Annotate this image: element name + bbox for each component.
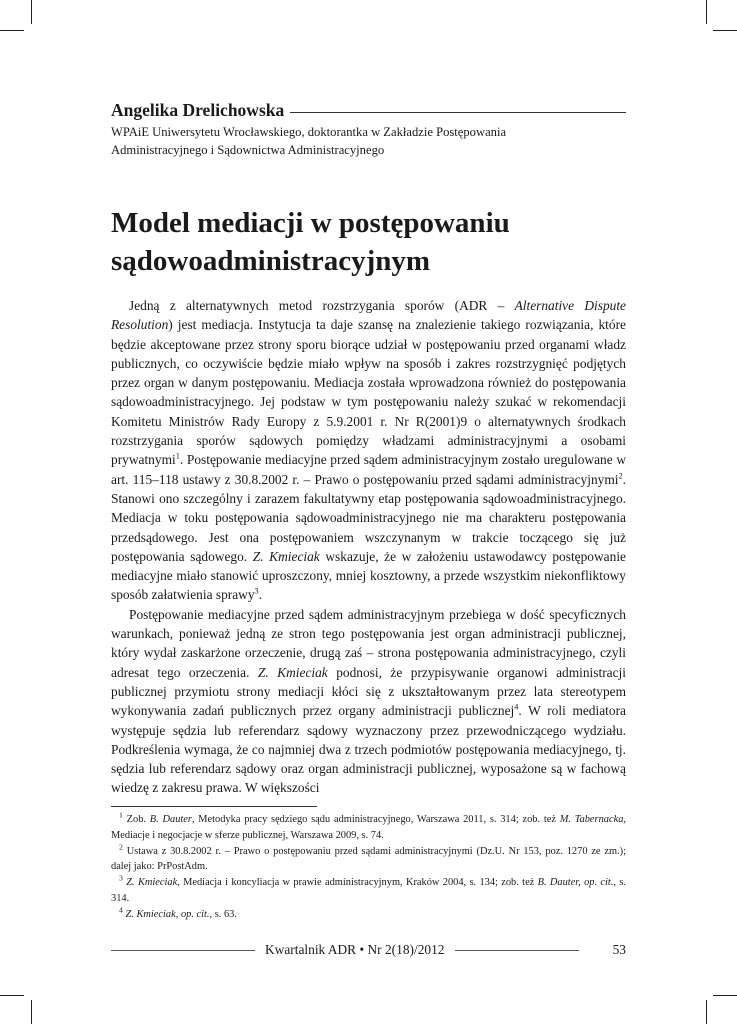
footnote-ref: 1 — [119, 810, 123, 820]
crop-mark-bottom-left-h — [0, 995, 24, 996]
page-number: 53 — [612, 942, 626, 957]
footnote-separator — [111, 806, 317, 807]
italic-text: Z. Kmieciak — [257, 664, 328, 680]
author-block — [111, 100, 626, 159]
page-footer — [111, 942, 626, 958]
body-paragraph: Postępowanie mediacyjne przed sądem administracyjnym przebiega w dość specyficznych warunkach, ponieważ jedną ze stron tego postępowania jest organ administracji publicznej, który wydał zaskarżone orzeczenie, drugą zaś – strona postępowania administracyjnego, czyli adresat tego orzeczenia. Z. Kmieciak podnosi, że przypisywanie organowi administracji publicznej przymiotu strony mediacji kłóci się z ukształtowanym przez lata stereotypem wykonywania zadań publicznych przez organy administracji publicznej$^4$. W roli mediatora występuje sędzia lub referendarz sądowy wyznaczony przez przewodniczącego wydziału. Podkreślenia wymaga, że co najmniej dwa z trzech podmiotów postępowania mediacyjnego, tj. sędzia lub referendarz sądowy oraz organ administracji publicznej, wyposażone są w fachową wiedzę z zakresu prawa. W większości — [111, 606, 626, 796]
body-paragraph: Jedną z alternatywnych metod rozstrzygania sporów (ADR – Alternative Dispute Resolution) jest mediacja. Instytucja ta daje szansę na znalezienie takiego rozwiązania, które będzie akceptowane przez strony sporu biorące udział w postępowaniu przed organami władz publicznych, co oczywiście będzie miało wpływ na sposób i zakres rozstrzygnięć podjętych przez organ w danym postępowaniu. Mediacja została wprowadzona również do postępowania sądowoadministracyjnego. Jej podstaw w tym postępowaniu należy szukać w rekomendacji Komitetu Ministrów Rady Europy z 5.9.2001 r. Nr R(2001)9 o alternatywnych środkach rozstrzygania sporów sądowych pomiędzy władzami administracyjnymi a osobami prywatnymi$^1$. Postępowanie mediacyjne przed sądem administracyjnym zostało uregulowane w art. 115–118 ustawy z 30.8.2002 r. – Prawo o postępowaniu przed sądami administracyjnymi$^2$. Stanowi ono szczególny i zarazem fakultatywny etap postępowania sądowoadministracyjnego. Mediacja w toku postępowania sądowoadministracyjnego nie ma charakteru postępowania przedsądowego. Jest ona postępowaniem wszczynanym w trakcie toczącego się już postępowania sądowego. Z. Kmieciak wskazuje, że w założeniu ustawodawcy postępowanie mediacyjne miało stanowić uproszczony, mniej kosztowny, a przede wszystkim niekonfliktowy sposób załatwienia sprawy$^3$. — [111, 298, 626, 603]
author-rule — [290, 112, 626, 113]
footnote-ref: 3 — [254, 586, 259, 596]
footer-left-rule — [111, 950, 255, 951]
crop-mark-top-right — [706, 0, 707, 24]
author-name: Angelika Drelichowska — [111, 100, 285, 120]
affiliation-line-1: WPAiE Uniwersytetu Wrocławskiego, doktorantka w Zakładzie Postępowania — [111, 125, 507, 139]
footer-journal: Kwartalnik ADR • Nr 2(18)/2012 — [265, 942, 445, 957]
italic-text: Z. Kmieciak — [252, 548, 320, 564]
footnote: $^2$ Ustawa z 30.8.2002 r. – Prawo o postępowaniu przed sądami administracyjnymi (Dz.U. Nr 153, poz. 1270 ze zm.); dalej jako: PrPostAdm. — [111, 842, 626, 873]
footnote: $^4$ Z. Kmieciak, op. cit., s. 63. — [119, 905, 237, 920]
crop-mark-top-left-h — [0, 30, 24, 31]
footnote-ref: 2 — [618, 471, 623, 481]
italic-text: B. Dauter — [149, 814, 192, 825]
crop-mark-bottom-left — [31, 1000, 32, 1024]
article-body — [111, 296, 626, 798]
footnote: $^3$ Z. Kmieciak, Mediacja i koncyliacja w prawie administracyjnym, Kraków 2004, s. 134; zob. też B. Dauter, op. cit., s. 314. — [111, 873, 626, 904]
italic-text: B. Dauter, op. cit. — [537, 877, 614, 889]
footnote-ref: 4 — [119, 905, 123, 915]
author-affiliation — [111, 123, 626, 159]
footnotes — [111, 812, 626, 923]
footer-right-rule — [455, 950, 579, 951]
crop-mark-top-left — [31, 0, 32, 24]
italic-text: Z. Kmieciak — [125, 908, 176, 920]
crop-mark-bottom-right-h — [713, 995, 737, 996]
footnote-ref: 4 — [514, 702, 519, 712]
author-row — [111, 100, 626, 121]
footnote-ref: 1 — [175, 451, 180, 461]
italic-text: op. cit. — [180, 908, 210, 920]
footnote-ref: 3 — [119, 873, 123, 883]
crop-mark-bottom-right — [706, 1000, 707, 1024]
italic-text: M. Tabernacka — [559, 814, 624, 825]
affiliation-line-2: Administracyjnego i Sądownictwa Administracyjnego — [111, 143, 385, 157]
crop-mark-top-right-h — [713, 30, 737, 31]
footnote-ref: 2 — [119, 842, 123, 852]
italic-text: Alternative Dispute Resolution — [111, 298, 626, 333]
article-title: Model mediacji w postępowaniu sądowoadministracyjnym — [111, 207, 510, 277]
italic-text: Z. Kmieciak — [126, 877, 178, 889]
footnote: $^1$ Zob. B. Dauter, Metodyka pracy sędziego sądu administracyjnego, Warszawa 2011, s. 314; zob. też M. Tabernacka, Mediacje i negocjacje w sferze publicznej, Warszawa 2009, s. 74. — [111, 810, 627, 841]
